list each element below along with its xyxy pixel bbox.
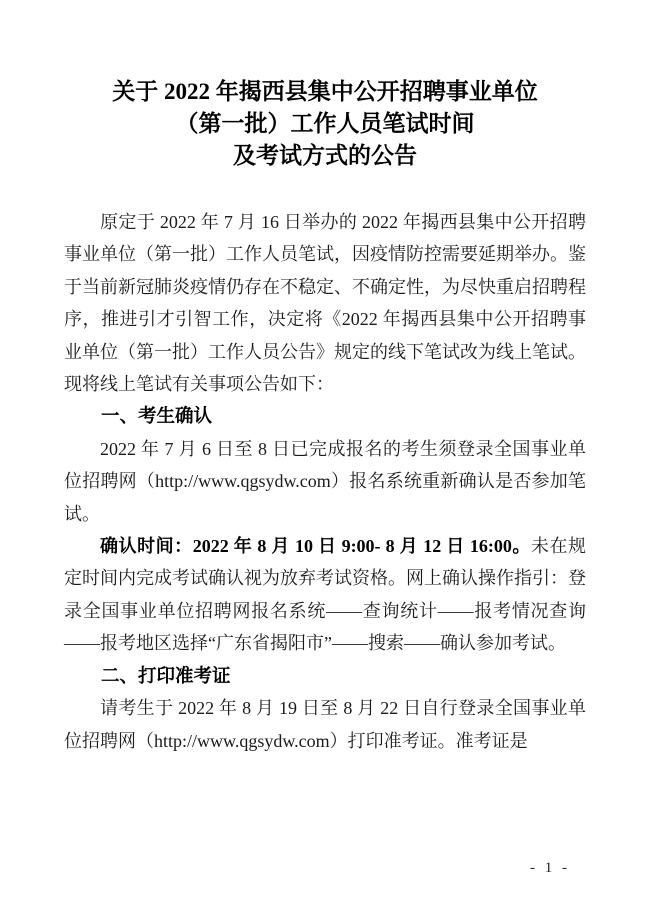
paragraph-confirmation-time	[64, 530, 586, 660]
paragraph-intro: 原定于 2022 年 7 月 16 日举办的 2022 年揭西县集中公开招聘事业单位（第一批）工作人员笔试，因疫情防控需要延期举办。鉴于当前新冠肺炎疫情仍存在不稳定、不确定性，为尽快重启招聘程序，推进引才引智工作，决定将《2022 年揭西县集中公开招聘事业单位（第一批）工作人员公告》规定的线下笔试改为线上笔试。现将线上笔试有关事项公告如下：	[64, 212, 586, 395]
section-heading-print-admission-ticket: 二、打印准考证	[101, 664, 231, 686]
title-line-2: （第一批）工作人员笔试时间	[175, 111, 475, 136]
paragraph-print-instructions: 请考生于 2022 年 8 月 19 日至 8 月 22 日自行登录全国事业单位招聘网（http://www.qgsydw.com）打印准考证。准考证是	[64, 698, 586, 751]
document-body	[64, 206, 586, 757]
page-number: - 1 -	[530, 860, 570, 876]
title-line-1: 关于 2022 年揭西县集中公开招聘事业单位	[112, 79, 538, 104]
document-title	[64, 76, 586, 172]
section-heading-candidate-confirmation: 一、考生确认	[101, 405, 213, 427]
confirmation-time-details: 未在规定时间内完成考试确认视为放弃考试资格。网上确认操作指引：登录全国事业单位招聘网报名系统——查询统计——报考情况查询——报考地区选择“广东省揭阳市”——搜索——确认参加考试。	[64, 536, 587, 654]
confirmation-time-emphasis: 确认时间：2022 年 8 月 10 日 9:00- 8 月 12 日 16:00。	[100, 536, 531, 557]
paragraph-confirmation-instructions: 2022 年 7 月 6 日至 8 日已完成报名的考生须登录全国事业单位招聘网（http://www.qgsydw.com）报名系统重新确认是否参加笔试。	[64, 438, 586, 524]
title-line-3: 及考试方式的公告	[233, 143, 417, 168]
